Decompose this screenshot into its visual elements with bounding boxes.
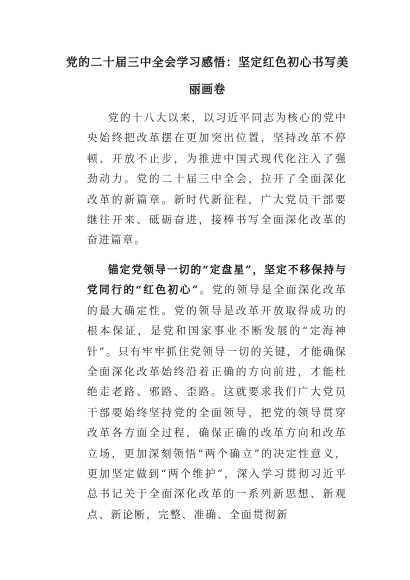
section-body-text: 。党的领导是全面深化改革的最大确定性。党的领导是改革开放取得成功的根本保证，是党和国家事业不断发展的“定海神针”。只有牢牢抓住党领导一切的关键，才能确保全面深化改革始终沿着正确的方向前进，才能杜绝走老路、邪路、歪路。这就要求我们广大党员干部要始终坚持党的全面领导，把党的领导贯穿改革各方面全过程，确保正确的改革方向和改革立场，更加深刻领悟“两个确立”的决定性意义，更加坚定做到“两个维护”，深入学习贯彻习近平总书记关于全面深化改革的一系列新思想、新观点、新论断，完整、准确、全面贯彻新 — [87, 284, 347, 521]
section-heading: 锚定党领导一切的“定盘星”，坚定不移保持与党同行的“红色初心” — [87, 264, 347, 297]
intro-paragraph: 党的十八大以来，以习近平同志为核心的党中央始终把改革摆在更加突出位置，坚持改革不停顿、开放不止步，为推进中国式现代化注入了强劲动力。党的二十届三中全会，拉开了全面深化改革的新篇章。新时代新征程，广大党员干部要继往开来、砥砺奋进，接棒书写全面深化改革的奋进篇章。 — [87, 112, 347, 246]
section-paragraph — [87, 260, 347, 555]
document-title: 党的二十届三中全会学习感悟：坚定红色初心书写美丽画卷 — [66, 55, 349, 96]
